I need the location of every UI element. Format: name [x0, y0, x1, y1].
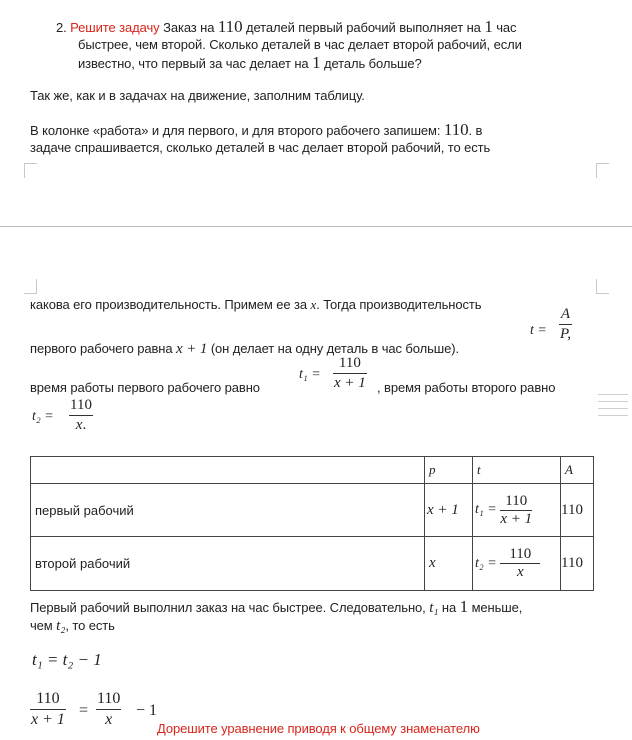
page-corner-mark	[24, 279, 37, 294]
conclusion-line-1	[30, 599, 522, 616]
header-t: t	[477, 462, 481, 477]
equation-2-fraction-left	[30, 690, 66, 729]
formula-denominator	[69, 417, 93, 434]
paragraph-text: В колонке «работа» и для первого, и для второго рабочего запишем:	[30, 123, 441, 138]
cell-p-value: x + 1	[427, 501, 459, 518]
formula-denominator-text: P	[560, 326, 568, 342]
table-header-empty	[31, 457, 425, 484]
formula-denominator	[559, 326, 572, 343]
table-header-cell	[473, 457, 561, 484]
formula-numerator: 110	[70, 397, 92, 413]
row-label: второй рабочий	[35, 556, 131, 571]
handle-line	[598, 394, 628, 395]
cell-t-numerator: 110	[509, 546, 532, 562]
table-header-row	[31, 457, 594, 484]
cell-t-fraction	[500, 493, 532, 528]
paragraph-2-line-2	[30, 341, 459, 357]
formula-denominator: x + 1	[334, 375, 366, 391]
table-row	[31, 537, 594, 591]
task-number-110: 110	[217, 17, 243, 36]
task-number-1: 1	[484, 17, 493, 36]
table-cell-t	[473, 537, 561, 591]
task-text: деталь больше?	[323, 56, 422, 71]
formula-denominator-text: x	[75, 417, 83, 433]
table-cell-label	[31, 484, 425, 537]
number-110: 110	[443, 120, 469, 139]
page-corner-mark	[596, 279, 609, 294]
variable-x: x	[310, 297, 317, 312]
table-cell-p	[425, 537, 473, 591]
paragraph-text: какова его производительность. Примем ее за	[30, 297, 308, 312]
table-cell-label	[31, 537, 425, 591]
fraction-bar	[559, 324, 572, 325]
task-line-3	[78, 55, 422, 72]
cell-t-prefix: t₁ =	[475, 502, 497, 517]
cell-t-denominator: x + 1	[500, 510, 533, 527]
handle-line	[598, 408, 628, 409]
equation-1: t₁ = t₂ − 1	[32, 650, 102, 669]
table-cell-t	[473, 484, 561, 537]
eq2-denominator: x + 1	[31, 711, 65, 728]
conclusion-text: на	[441, 600, 457, 615]
paragraph-2-line-3b: , время работы второго равно	[377, 380, 556, 395]
formula-t1-label: t₁ =	[299, 367, 321, 382]
paragraph-text: первого рабочего равна	[30, 341, 173, 356]
task-text: известно, что первый за час делает на	[78, 56, 309, 71]
header-a: A	[565, 462, 573, 477]
fraction-bar	[30, 709, 66, 710]
formula-t1-fraction	[333, 355, 367, 392]
paragraph-text: . Тогда производительность	[316, 297, 482, 312]
paragraph-text: в	[475, 123, 483, 138]
conclusion-text: Первый рабочий выполнил заказ на час быстрее. Следовательно,	[30, 600, 426, 615]
formula-t2-fraction	[69, 397, 93, 434]
conclusion-line-2	[30, 618, 115, 634]
eq2-numerator: 110	[97, 690, 121, 707]
cell-t-prefix: t₂ =	[475, 555, 497, 571]
formula-dot: .	[82, 417, 87, 433]
task-text: деталей первый рабочий выполняет на	[246, 20, 481, 35]
equation-2-equals: =	[79, 702, 89, 719]
work-table	[30, 456, 594, 591]
side-scroll-handle[interactable]	[598, 388, 628, 422]
cell-t-fraction	[500, 546, 540, 581]
handle-line	[598, 401, 628, 402]
formula-numerator: A	[560, 306, 571, 322]
cell-a-value: 110	[561, 555, 583, 571]
fraction-bar	[69, 415, 93, 416]
equation-2-minus-one: − 1	[136, 702, 158, 719]
task-number: 2.	[56, 20, 67, 35]
variable-t1: t₁	[429, 600, 439, 616]
table-cell-a	[561, 537, 594, 591]
number-1: 1	[459, 597, 469, 616]
task-line-1	[56, 19, 516, 36]
cell-a-value: 110	[561, 501, 583, 518]
fraction-bar	[96, 709, 121, 710]
formula-comma: ,	[567, 326, 571, 342]
table-row	[31, 484, 594, 537]
conclusion-text: меньше,	[471, 600, 523, 615]
paragraph-2-line-3a: время работы первого рабочего равно	[30, 380, 260, 395]
variable-t2: t₂	[56, 618, 66, 634]
formula-t-label: t =	[530, 323, 547, 338]
equation-2-fraction-right	[96, 690, 121, 729]
expression-x-plus-1: x + 1	[176, 341, 208, 357]
eq2-numerator: 110	[36, 690, 60, 707]
row-label: первый рабочий	[35, 502, 134, 518]
intro-text: Так же, как и в задачах на движение, заполним таблицу.	[30, 88, 365, 103]
task-text: Заказ на	[163, 20, 215, 35]
paragraph-1-line-2: задаче спрашивается, сколько деталей в час делает второй рабочий, то есть	[30, 140, 491, 155]
header-p: p	[429, 462, 436, 477]
page-divider	[0, 226, 632, 227]
page-corner-mark	[24, 163, 37, 178]
paragraph-2-line-1	[30, 297, 481, 313]
cell-p-value: x	[429, 555, 436, 571]
table-cell-p	[425, 484, 473, 537]
formula-t-fraction	[559, 306, 572, 343]
page-corner-mark	[596, 163, 609, 178]
table-cell-a	[561, 484, 594, 537]
conclusion-text: , то есть	[65, 618, 115, 633]
formula-t2-label: t₂ =	[32, 409, 54, 424]
table-header-cell	[425, 457, 473, 484]
cell-t-numerator: 110	[505, 492, 528, 509]
eq2-denominator: x	[105, 711, 113, 728]
homework-note: Дорешите уравнение приводя к общему знаменателю	[157, 721, 480, 736]
paragraph-text: .	[468, 123, 473, 138]
conclusion-text: чем	[30, 618, 53, 633]
task-label: Решите задачу	[70, 20, 160, 35]
cell-t-denominator: x	[517, 564, 524, 580]
task-number-1: 1	[312, 53, 321, 72]
task-line-2: быстрее, чем второй. Сколько деталей в час делает второй рабочий, если	[78, 37, 522, 52]
table-header-cell	[561, 457, 594, 484]
handle-line	[598, 415, 628, 416]
paragraph-text: (он делает на одну деталь в час больше).	[210, 341, 459, 356]
fraction-bar	[333, 373, 367, 374]
paragraph-1-line-1	[30, 122, 482, 139]
formula-numerator: 110	[338, 355, 361, 371]
task-text: час	[496, 20, 517, 35]
